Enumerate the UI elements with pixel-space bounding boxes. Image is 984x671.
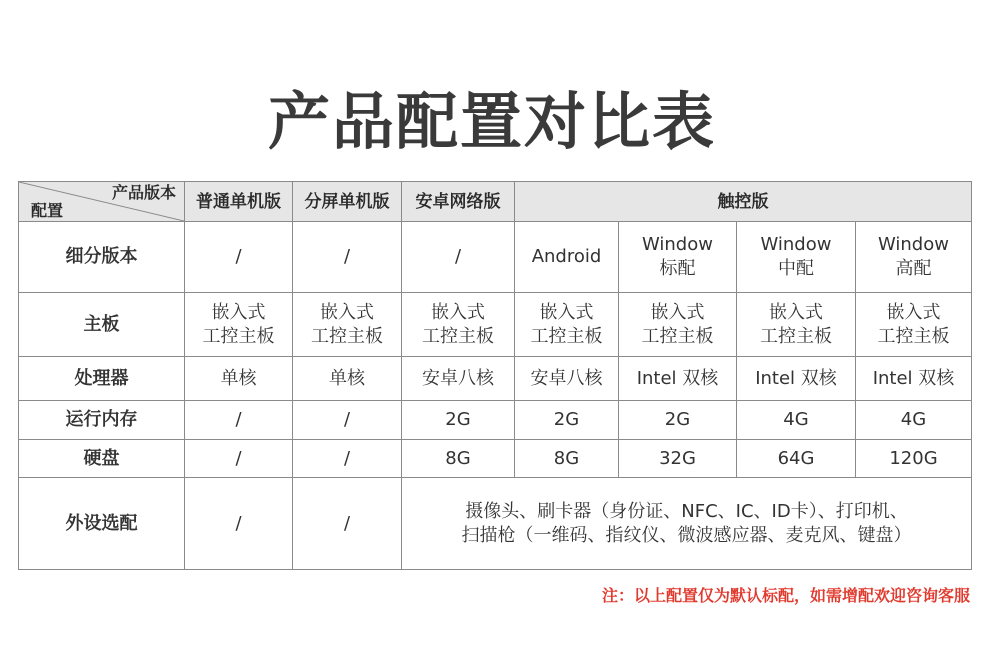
row-peripherals xyxy=(19,478,972,570)
cell-line: 嵌入式 xyxy=(431,301,485,323)
table-cell xyxy=(856,293,972,357)
table-cell: Intel 双核 xyxy=(737,357,856,401)
table-cell: / xyxy=(402,222,515,293)
cell-line: 扫描枪（一维码、指纹仪、微波感应器、麦克风、键盘） xyxy=(461,524,912,546)
header-android-network: 安卓网络版 xyxy=(402,182,515,222)
table-cell: / xyxy=(293,222,402,293)
table-cell xyxy=(185,293,293,357)
row-board xyxy=(19,293,972,357)
cell-line: Window xyxy=(760,234,832,255)
table-cell: 32G xyxy=(619,440,737,478)
header-touch: 触控版 xyxy=(515,182,972,222)
cell-line: 工控主板 xyxy=(530,325,603,347)
row-label: 处理器 xyxy=(19,357,185,401)
footnote: 注：以上配置仅为默认标配，如需增配欢迎咨询客服 xyxy=(601,586,970,605)
table-cell: Intel 双核 xyxy=(856,357,972,401)
table-cell: / xyxy=(185,478,293,570)
header-split-screen: 分屏单机版 xyxy=(293,182,402,222)
table-cell: 2G xyxy=(402,401,515,440)
cell-line: 高配 xyxy=(895,258,932,279)
table-cell xyxy=(293,293,402,357)
table-cell: 2G xyxy=(515,401,619,440)
table-cell xyxy=(515,293,619,357)
table-cell: / xyxy=(185,222,293,293)
corner-label-version: 产品版本 xyxy=(111,183,176,202)
row-label: 运行内存 xyxy=(19,401,185,440)
cell-line: Window xyxy=(642,234,713,255)
table-cell: 单核 xyxy=(293,357,402,401)
table-cell: 4G xyxy=(737,401,856,440)
row-label: 外设选配 xyxy=(19,478,185,570)
cell-line: 摄像头、刷卡器（身份证、NFC、IC、ID卡）、打印机、 xyxy=(465,500,908,522)
table-cell: 120G xyxy=(856,440,972,478)
table-cell xyxy=(737,222,856,293)
spec-comparison-table xyxy=(18,181,972,570)
cell-line: 工控主板 xyxy=(422,325,494,347)
cell-line: 工控主板 xyxy=(641,325,714,347)
table-cell: 2G xyxy=(619,401,737,440)
table-cell: / xyxy=(185,401,293,440)
table-cell xyxy=(619,222,737,293)
cell-line: 标配 xyxy=(659,258,696,279)
row-label: 细分版本 xyxy=(19,222,185,293)
row-cpu xyxy=(19,357,972,401)
table-cell: / xyxy=(293,401,402,440)
table-cell xyxy=(856,222,972,293)
cell-line: 工控主板 xyxy=(760,325,832,347)
row-memory xyxy=(19,401,972,440)
page-title: 产品配置对比表 xyxy=(267,85,716,158)
corner-header-cell xyxy=(19,182,185,222)
table-cell: / xyxy=(185,440,293,478)
table-cell: 4G xyxy=(856,401,972,440)
header-row xyxy=(19,182,972,222)
header-standard: 普通单机版 xyxy=(185,182,293,222)
cell-line: 工控主板 xyxy=(877,325,950,347)
cell-line: 嵌入式 xyxy=(650,301,705,323)
cell-line: 嵌入式 xyxy=(539,301,594,323)
table-cell xyxy=(737,293,856,357)
table-cell: Android xyxy=(515,222,619,293)
table-cell: 安卓八核 xyxy=(515,357,619,401)
table-cell: 8G xyxy=(515,440,619,478)
table-cell: 安卓八核 xyxy=(402,357,515,401)
cell-line: 工控主板 xyxy=(311,325,383,347)
cell-line: Window xyxy=(878,234,949,255)
row-disk xyxy=(19,440,972,478)
table-cell: Intel 双核 xyxy=(619,357,737,401)
row-label: 主板 xyxy=(19,293,185,357)
table-cell xyxy=(619,293,737,357)
cell-line: 中配 xyxy=(778,258,814,279)
peripherals-options-cell xyxy=(402,478,972,570)
table-cell: 8G xyxy=(402,440,515,478)
cell-line: 工控主板 xyxy=(202,325,275,347)
table-cell: 单核 xyxy=(185,357,293,401)
cell-line: 嵌入式 xyxy=(320,301,374,323)
table-cell: 64G xyxy=(737,440,856,478)
cell-line: 嵌入式 xyxy=(211,301,266,323)
table-cell: / xyxy=(293,440,402,478)
table-cell xyxy=(402,293,515,357)
table-cell: / xyxy=(293,478,402,570)
row-label: 硬盘 xyxy=(19,440,185,478)
row-subversion xyxy=(19,222,972,293)
corner-label-config: 配置 xyxy=(31,201,64,220)
cell-line: 嵌入式 xyxy=(886,301,941,323)
cell-line: 嵌入式 xyxy=(769,301,823,323)
